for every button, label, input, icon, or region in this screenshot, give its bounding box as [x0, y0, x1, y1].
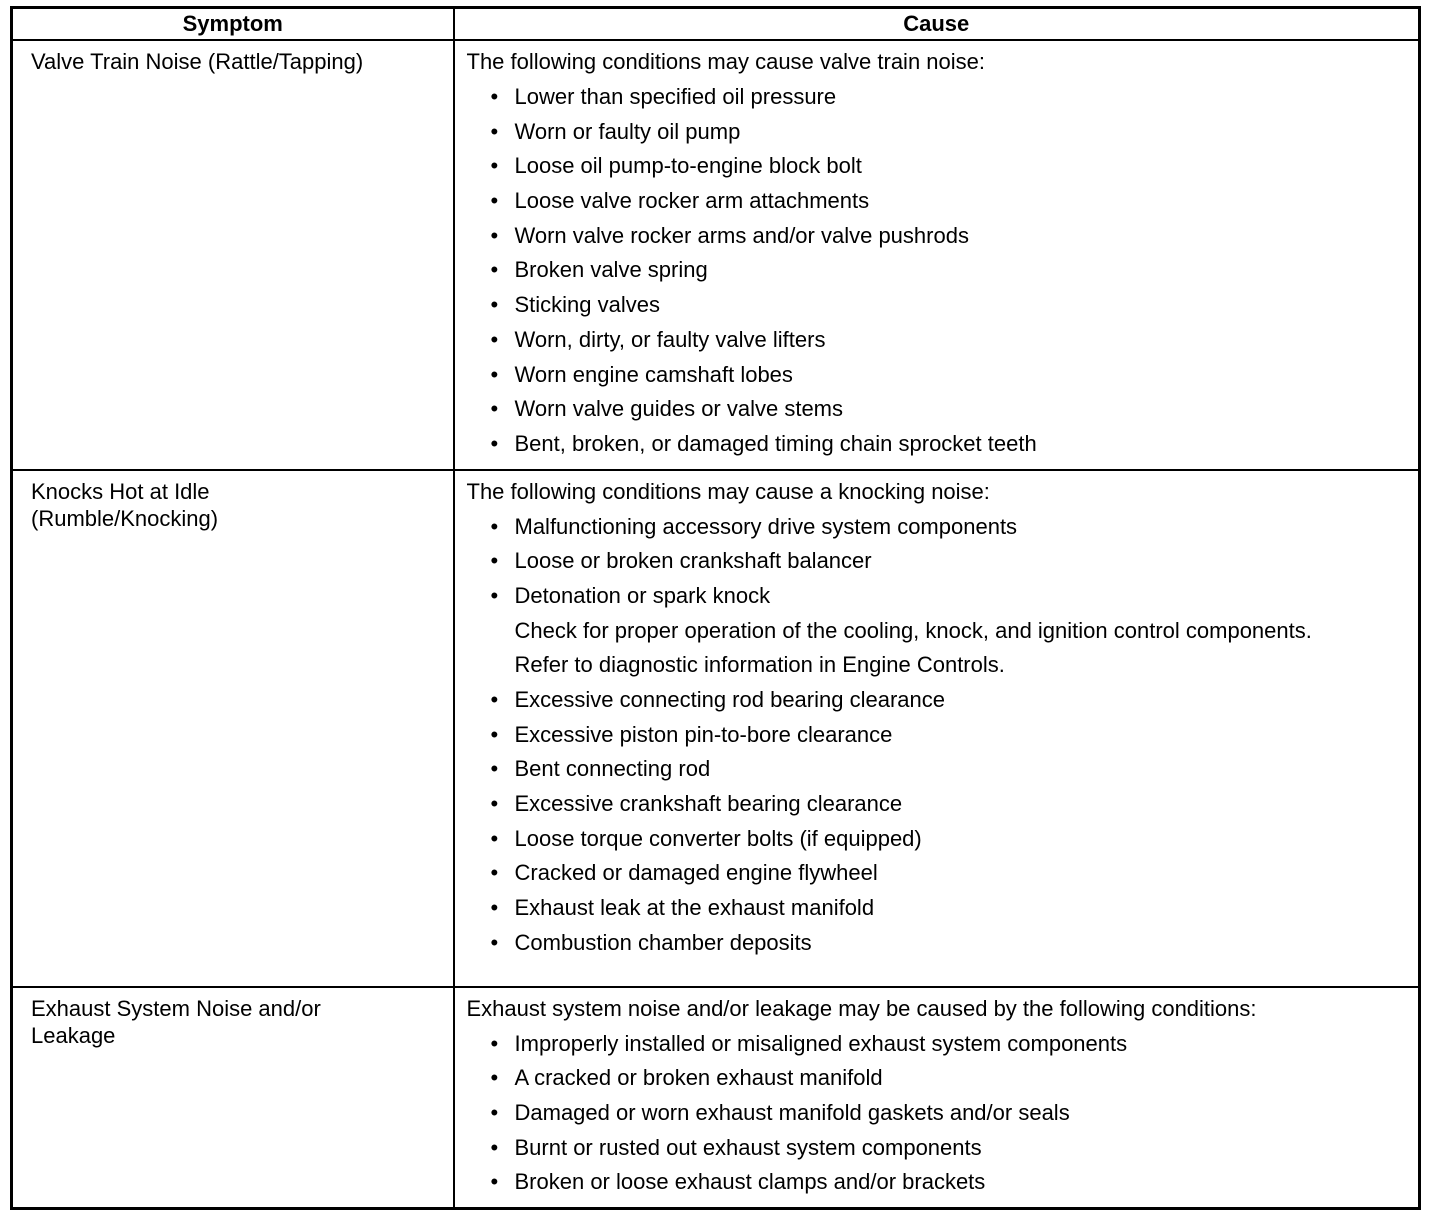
cause-item: • Lower than specified oil pressure: [491, 83, 1409, 110]
cause-item: • Damaged or worn exhaust manifold gaskets and/or seals: [491, 1099, 1409, 1126]
cause-list: [467, 1030, 1409, 1196]
cause-item: • Loose or broken crankshaft balancer: [491, 547, 1409, 574]
cause-note: Check for proper operation of the cooling, knock, and ignition control components.: [514, 617, 1312, 643]
symptom-cell: [12, 470, 454, 987]
symptom-text: Valve Train Noise (Rattle/Tapping): [31, 49, 364, 74]
cause-item: • Excessive connecting rod bearing clearance: [491, 686, 1409, 713]
cause-item: • Loose torque converter bolts (if equipped): [491, 825, 1409, 852]
cause-item: • Excessive crankshaft bearing clearance: [491, 790, 1409, 817]
symptom-cell: [12, 40, 454, 470]
cause-cell: [454, 40, 1420, 470]
cause-intro: The following conditions may cause a knocking noise:: [466, 478, 990, 504]
cause-item: • Worn, dirty, or faulty valve lifters: [491, 326, 1409, 353]
table-row-exhaust-system-noise: [12, 987, 1420, 1209]
symptom-column-header: Symptom: [12, 8, 454, 41]
table-row-knocks-hot-at-idle: [12, 470, 1420, 987]
symptom-text-line1: Knocks Hot at Idle: [31, 478, 210, 504]
cause-note: Refer to diagnostic information in Engine Controls.: [514, 652, 1005, 678]
symptom-cell: [12, 987, 454, 1209]
cause-item: • Excessive piston pin-to-bore clearance: [491, 721, 1409, 748]
cause-list: [467, 83, 1409, 457]
cause-item: • Bent, broken, or damaged timing chain sprocket teeth: [491, 430, 1409, 457]
cause-item: • Broken valve spring: [491, 256, 1409, 283]
cause-list: [467, 513, 1409, 956]
cause-item: • Loose oil pump-to-engine block bolt: [491, 152, 1409, 179]
cause-item: • Worn or faulty oil pump: [491, 118, 1409, 145]
engine-noise-diagnostic-table: [10, 6, 1421, 1210]
cause-item: • Loose valve rocker arm attachments: [491, 187, 1409, 214]
symptom-text-line1: Exhaust System Noise and/or: [31, 995, 321, 1021]
cause-item: • Cracked or damaged engine flywheel: [491, 859, 1409, 886]
table-row-valve-train-noise: [12, 40, 1420, 470]
cause-item: • Combustion chamber deposits: [491, 929, 1409, 956]
symptom-text-line2: (Rumble/Knocking): [31, 505, 219, 531]
cause-intro: The following conditions may cause valve train noise:: [466, 49, 985, 74]
cause-item: • Sticking valves: [491, 291, 1409, 318]
cause-item: • Detonation or spark knock: [491, 582, 1409, 609]
cause-item: • Improperly installed or misaligned exhaust system components: [491, 1030, 1409, 1057]
symptom-text-line2: Leakage: [31, 1022, 116, 1048]
cause-item: • Worn valve rocker arms and/or valve pushrods: [491, 222, 1409, 249]
cause-cell: [454, 987, 1420, 1209]
header-row: [12, 8, 1420, 41]
cause-item: • Broken or loose exhaust clamps and/or brackets: [491, 1168, 1409, 1195]
cause-item: • Worn engine camshaft lobes: [491, 361, 1409, 388]
cause-item: • Burnt or rusted out exhaust system components: [491, 1134, 1409, 1161]
cause-cell: [454, 470, 1420, 987]
cause-column-header: Cause: [454, 8, 1420, 41]
cause-item: • Exhaust leak at the exhaust manifold: [491, 894, 1409, 921]
diagnostic-table-container: [10, 6, 1418, 1210]
cause-intro: Exhaust system noise and/or leakage may be caused by the following conditions:: [466, 995, 1257, 1021]
cause-item: • Malfunctioning accessory drive system components: [491, 513, 1409, 540]
cause-item: • A cracked or broken exhaust manifold: [491, 1064, 1409, 1091]
cause-item: • Worn valve guides or valve stems: [491, 395, 1409, 422]
cause-item: • Bent connecting rod: [491, 755, 1409, 782]
